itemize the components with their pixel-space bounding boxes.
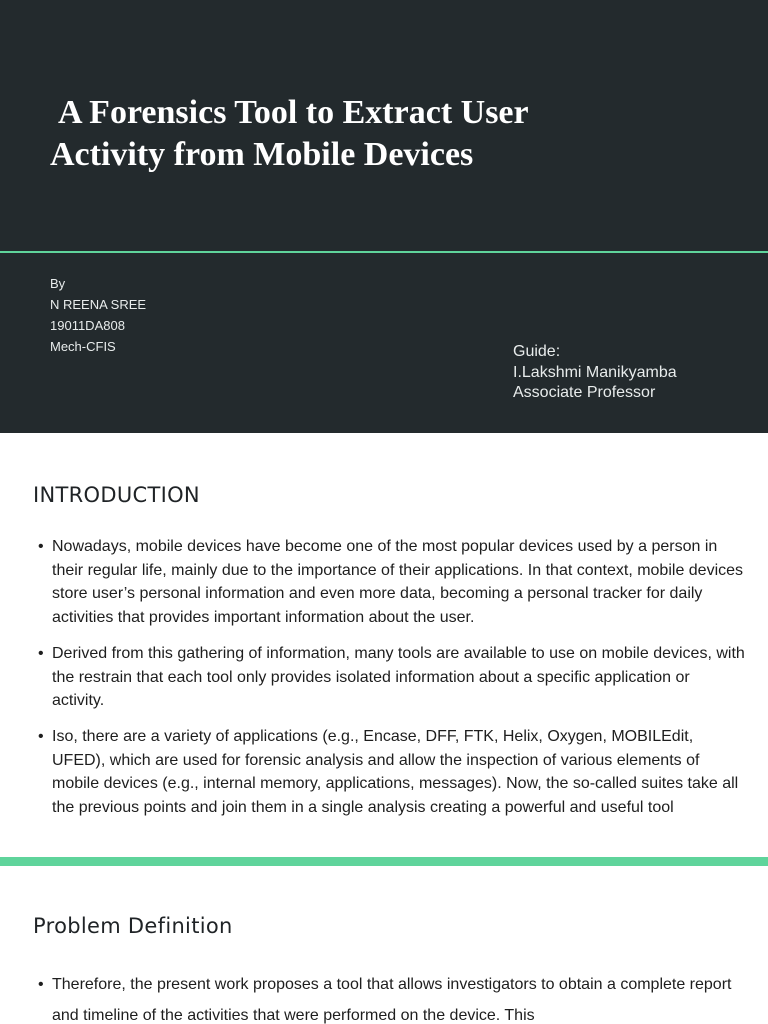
guide-block (513, 342, 677, 404)
list-item (33, 969, 745, 1024)
introduction-bullet-text: Nowadays, mobile devices have become one of the most popular devices used by a person in their regular life, mainly due to the importance of their applications. In that context, mobile devices store user’s personal information and even more data, becoming a personal tracker for daily activities that provides important information about the user. (52, 538, 744, 627)
introduction-bullet-text: Iso, there are a variety of applications (e.g., Encase, DFF, FTK, Helix, Oxygen, MOBILEdit, UFED), which are used for forensic analysis and allow the inspection of various elements of mobile devices (e.g., internal memory, applications, messages). Now, the so-called suites take all the previous points and join them in a single analysis creating a powerful and useful tool (52, 727, 739, 817)
bullet-icon: • (38, 727, 44, 745)
title-accent-line (0, 251, 768, 253)
bullet-icon: • (38, 538, 44, 555)
introduction-bullet-text: Derived from this gathering of information, many tools are available to use on mobile devices, with the restrain that each tool only provides isolated information about a specific application or activity. (52, 644, 745, 710)
author-block (50, 273, 146, 357)
list-item (33, 535, 745, 630)
problem-definition-bullet-text: Therefore, the present work proposes a tool that allows investigators to obtain a complete report and timeline of the activities that were performed on the device. This (52, 976, 732, 1024)
presentation-title (50, 92, 710, 176)
introduction-bullet-list (33, 535, 745, 832)
problem-definition-slide (0, 866, 768, 1024)
title-slide (0, 0, 768, 433)
problem-definition-heading: Problem Definition (33, 914, 233, 938)
author-by-label: By (50, 276, 66, 291)
guide-label: Guide: (513, 343, 561, 360)
author-course: Mech-CFIS (50, 339, 116, 354)
introduction-heading: INTRODUCTION (33, 483, 200, 507)
list-item (33, 642, 745, 713)
guide-name: I.Lakshmi Manikyamba (513, 363, 677, 381)
bullet-icon: • (38, 644, 44, 662)
author-name: N REENA SREE (50, 297, 147, 312)
slide-divider-bar (0, 857, 768, 866)
author-roll-number: 19011DA808 (50, 318, 125, 333)
introduction-slide (0, 433, 768, 857)
bullet-icon: • (38, 976, 44, 993)
title-line-2: Activity from Mobile Devices (50, 136, 474, 173)
problem-definition-bullet-list (33, 969, 745, 1024)
list-item (33, 725, 745, 820)
title-line-1: A Forensics Tool to Extract User (58, 94, 529, 131)
guide-designation: Associate Professor (513, 384, 656, 401)
